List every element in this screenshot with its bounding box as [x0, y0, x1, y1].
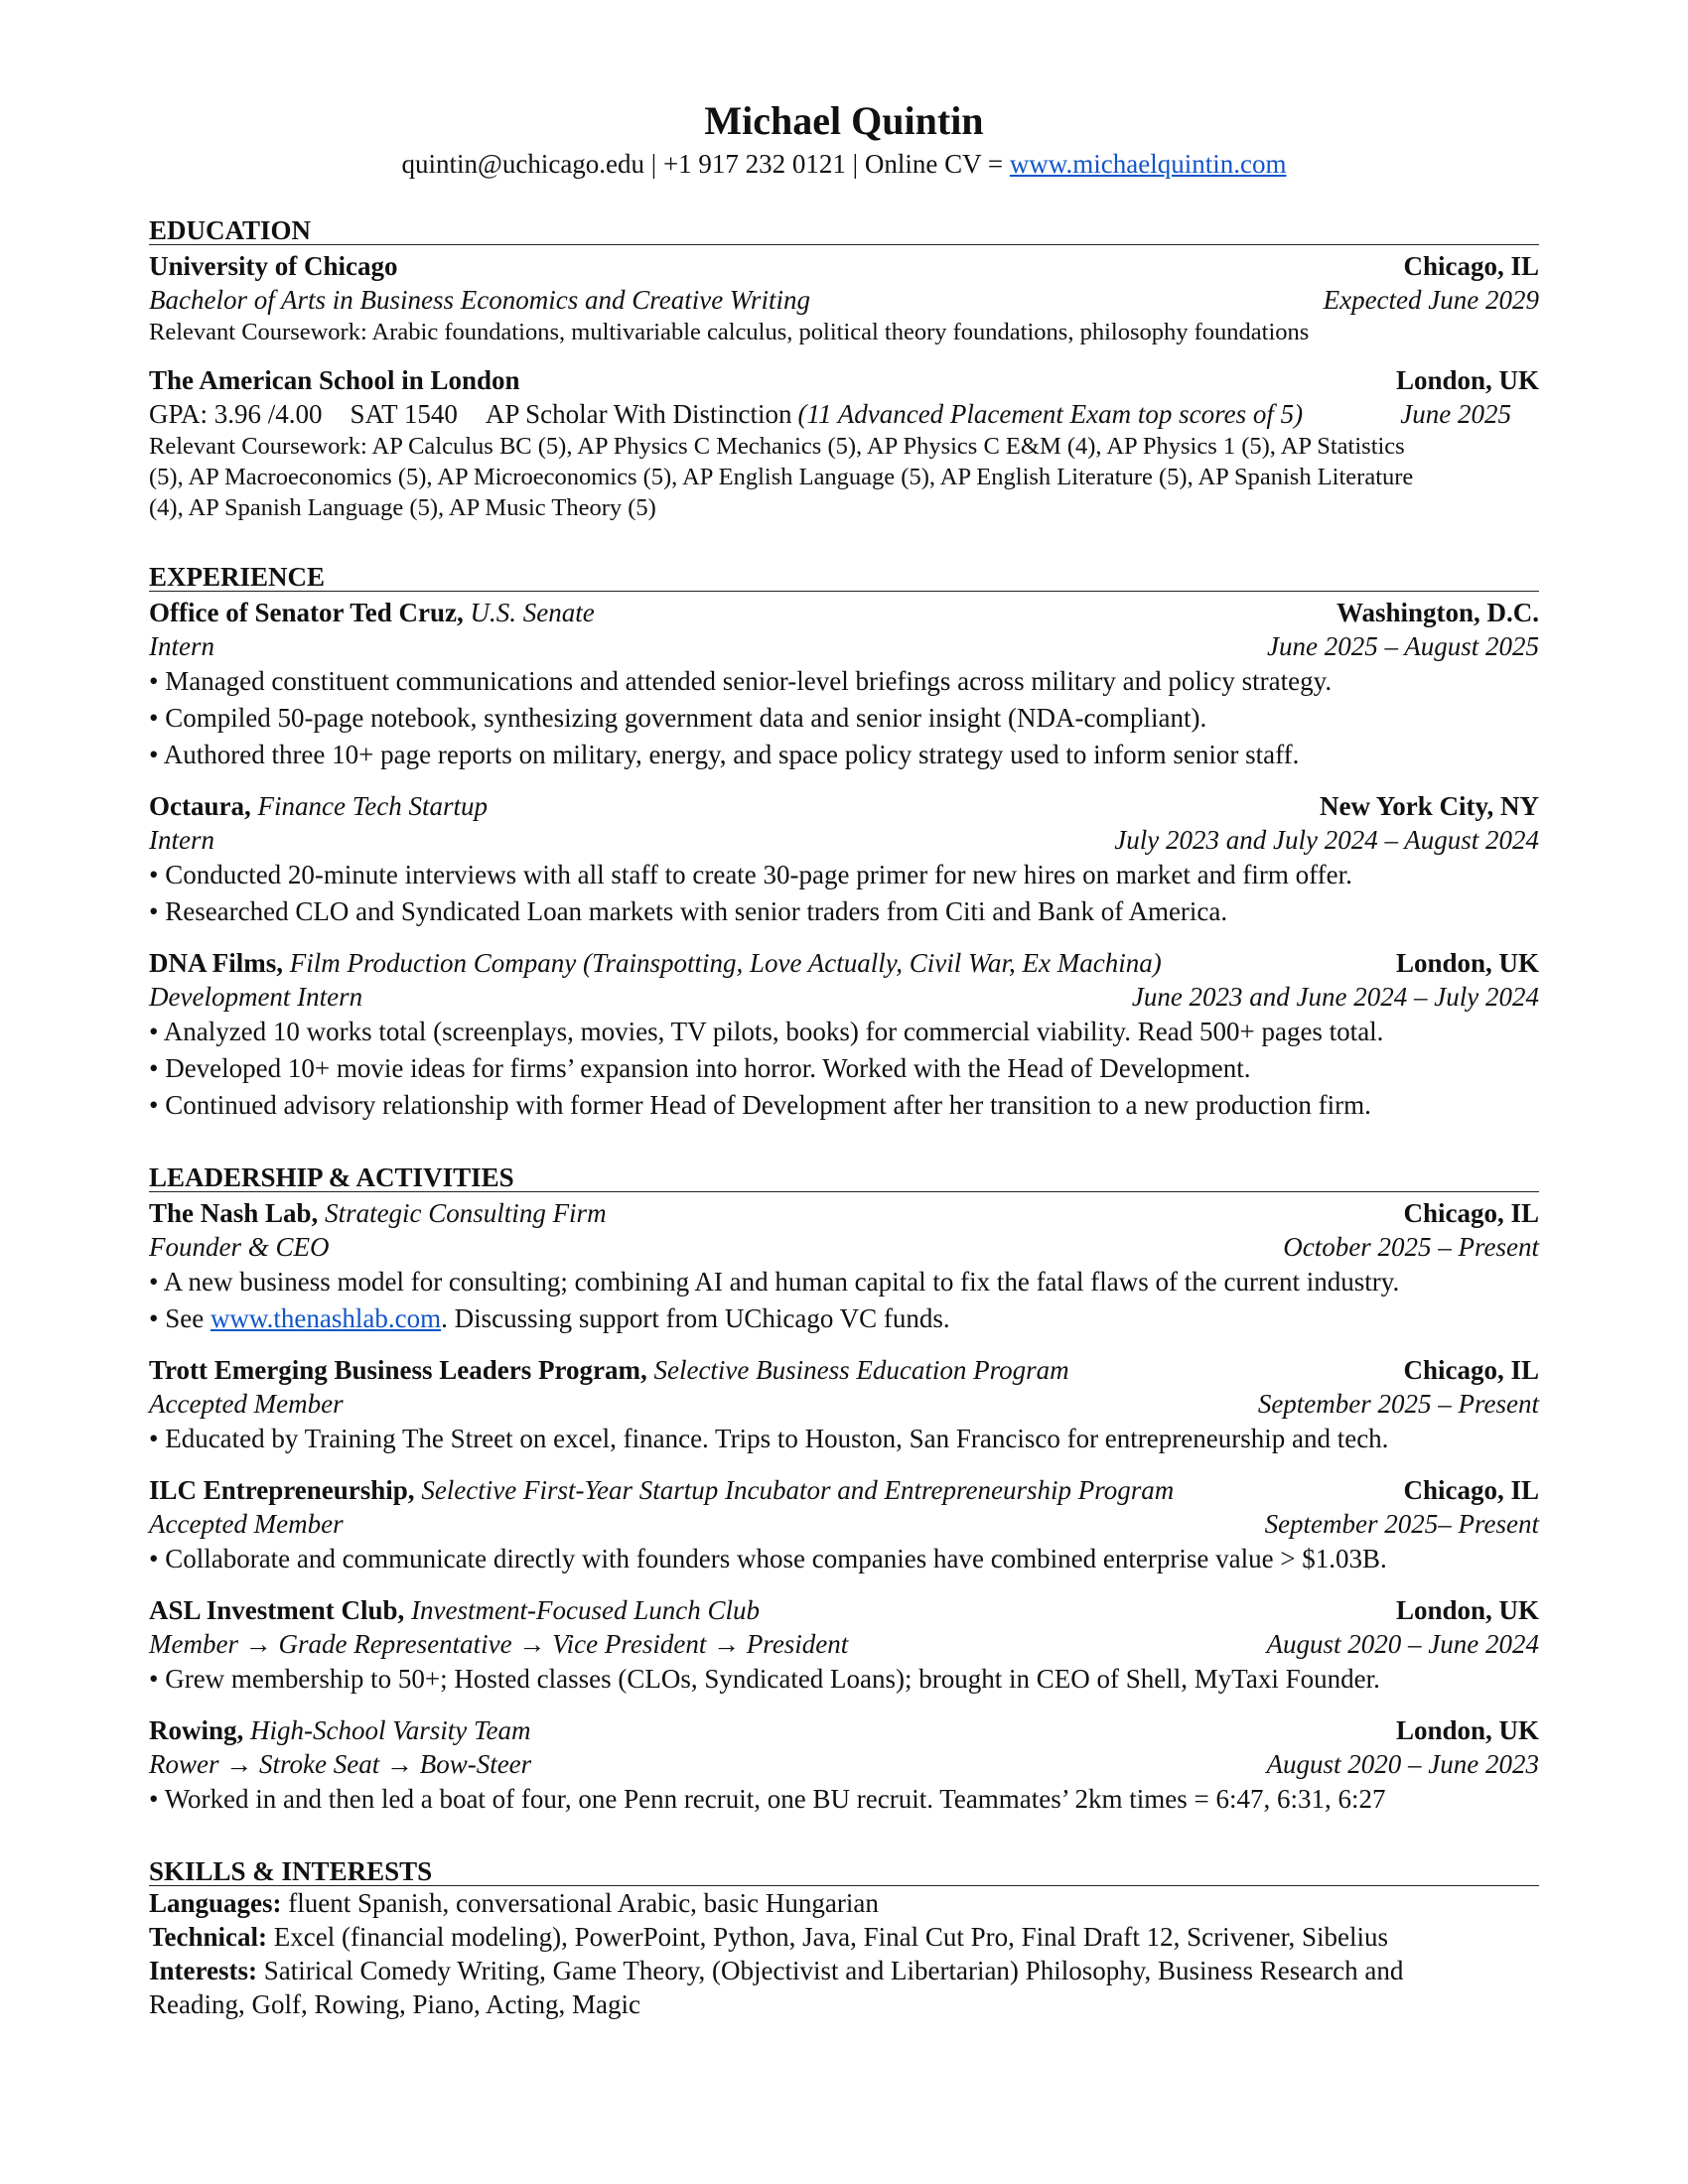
bullet: • Conducted 20-minute interviews with all staff to create 30-page primer for new hires on market and firm offer.	[149, 860, 1352, 889]
date: September 2025– Present	[1264, 1509, 1539, 1539]
role: Intern	[149, 631, 214, 661]
org-desc: Investment-Focused Lunch Club	[411, 1595, 760, 1625]
skills-interests-cont: Reading, Golf, Rowing, Piano, Acting, Magic	[149, 1989, 640, 2019]
date: July 2023 and July 2024 – August 2024	[1114, 825, 1539, 855]
experience-entry-cruz	[149, 596, 1539, 773]
skills-label: Technical:	[149, 1922, 268, 1952]
coursework: (5), AP Macroeconomics (5), AP Microeconomics (5), AP English Language (5), AP English Literature (5), AP Spanish Literature	[149, 464, 1414, 490]
bullet: • A new business model for consulting; combining AI and human capital to fix the fatal flaws of the current industry.	[149, 1267, 1400, 1297]
leadership-section	[149, 1163, 1539, 1818]
resume-page	[149, 97, 1539, 2021]
role: Founder & CEO	[149, 1232, 330, 1262]
skills-interests	[149, 1954, 1539, 1987]
location: Chicago, IL	[1403, 1198, 1539, 1228]
coursework: Relevant Coursework: AP Calculus BC (5), AP Physics C Mechanics (5), AP Physics C E&M (4), AP Physics 1 (5), AP Statistics	[149, 433, 1405, 460]
org-name: DNA Films,	[149, 948, 283, 978]
leadership-entry-ilc	[149, 1473, 1539, 1577]
experience-section	[149, 563, 1539, 1124]
bullet: • Compiled 50-page notebook, synthesizing government data and senior insight (NDA-compliant).	[149, 703, 1207, 733]
date: September 2025 – Present	[1257, 1389, 1539, 1419]
org-name: Rowing,	[149, 1715, 244, 1745]
leadership-entry-nash	[149, 1196, 1539, 1337]
org-desc: High-School Varsity Team	[250, 1715, 531, 1745]
experience-entry-dna	[149, 946, 1539, 1124]
coursework: (4), AP Spanish Language (5), AP Music Theory (5)	[149, 494, 656, 521]
skills-value: fluent Spanish, conversational Arabic, basic Hungarian	[281, 1888, 879, 1918]
date: August 2020 – June 2024	[1266, 1629, 1539, 1659]
org-name: Trott Emerging Business Leaders Program,	[149, 1355, 647, 1385]
leadership-entry-asl-investment	[149, 1593, 1539, 1698]
org-name: ASL Investment Club,	[149, 1595, 405, 1625]
coursework: Relevant Coursework: Arabic foundations, multivariable calculus, political theory foundations, philosophy foundations	[149, 319, 1310, 345]
bullet: • Collaborate and communicate directly with founders whose companies have combined enterprise value > $1.03B.	[149, 1544, 1387, 1573]
role: Accepted Member	[149, 1509, 344, 1539]
education-entry-uchicago	[149, 249, 1539, 347]
org-name: The Nash Lab,	[149, 1198, 319, 1228]
section-heading: EDUCATION	[149, 216, 1539, 245]
education-entry-asl	[149, 363, 1539, 523]
contact-text: quintin@uchicago.edu | +1 917 232 0121 | Online CV =	[401, 149, 1010, 179]
bullet-text: . Discussing support from UChicago VC funds.	[441, 1303, 950, 1333]
org-desc: Film Production Company (Trainspotting, Love Actually, Civil War, Ex Machina)	[289, 948, 1162, 978]
org-desc: Selective Business Education Program	[653, 1355, 1069, 1385]
date: June 2023 and June 2024 – July 2024	[1131, 982, 1539, 1012]
date: Expected June 2029	[1323, 285, 1539, 315]
role: Development Intern	[149, 982, 363, 1012]
org-desc: Finance Tech Startup	[257, 791, 488, 821]
leadership-entry-trott	[149, 1353, 1539, 1457]
location: London, UK	[1395, 1595, 1539, 1625]
skills-value: Satirical Comedy Writing, Game Theory, (Objectivist and Libertarian) Philosophy, Business Research and	[256, 1956, 1404, 1985]
org-desc: Strategic Consulting Firm	[325, 1198, 607, 1228]
skills-technical	[149, 1920, 1539, 1954]
date: October 2025 – Present	[1283, 1232, 1539, 1262]
skills-value: Excel (financial modeling), PowerPoint, Python, Java, Final Cut Pro, Final Draft 12, Scrivener, Sibelius	[267, 1922, 1389, 1952]
org-name: Octaura,	[149, 791, 251, 821]
role: Intern	[149, 825, 214, 855]
bullet: • Researched CLO and Syndicated Loan markets with senior traders from Citi and Bank of America.	[149, 896, 1228, 926]
bullet: • Managed constituent communications and attended senior-level briefings across military and policy strategy.	[149, 666, 1333, 696]
school-name: University of Chicago	[149, 251, 398, 281]
section-heading: LEADERSHIP & ACTIVITIES	[149, 1163, 1539, 1192]
ap-note: (11 Advanced Placement Exam top scores of 5)	[797, 399, 1304, 429]
location: London, UK	[1395, 365, 1539, 395]
bullet	[149, 1300, 1539, 1337]
date: June 2025	[1400, 399, 1511, 429]
website-link[interactable]: www.michaelquintin.com	[1009, 149, 1287, 179]
skills-label: Languages:	[149, 1888, 282, 1918]
skills-label: Interests:	[149, 1956, 257, 1985]
role: Rower → Stroke Seat → Bow-Steer	[149, 1749, 532, 1779]
page-title: Michael Quintin	[704, 98, 984, 143]
role: Member → Grade Representative → Vice President → President	[149, 1629, 849, 1659]
education-section	[149, 216, 1539, 523]
leadership-entry-rowing	[149, 1713, 1539, 1818]
location: Chicago, IL	[1403, 1355, 1539, 1385]
ap-award: AP Scholar With Distinction	[485, 399, 792, 429]
bullet: • Authored three 10+ page reports on military, energy, and space policy strategy used to inform senior staff.	[149, 740, 1300, 769]
location: London, UK	[1395, 948, 1539, 978]
org-name: Office of Senator Ted Cruz,	[149, 598, 464, 627]
bullet: • Analyzed 10 works total (screenplays, movies, TV pilots, books) for commercial viability. Read 500+ pages total.	[149, 1017, 1384, 1046]
gpa: GPA: 3.96 /4.00	[149, 399, 323, 429]
org-desc: U.S. Senate	[470, 598, 595, 627]
location: Chicago, IL	[1403, 251, 1539, 281]
bullet: • Worked in and then led a boat of four, one Penn recruit, one BU recruit. Teammates’ 2km times = 6:47, 6:31, 6:27	[149, 1784, 1386, 1814]
location: Washington, D.C.	[1336, 598, 1539, 627]
bullet: • Educated by Training The Street on excel, finance. Trips to Houston, San Francisco for entrepreneurship and tech.	[149, 1424, 1389, 1453]
section-heading: EXPERIENCE	[149, 563, 1539, 592]
org-name: ILC Entrepreneurship,	[149, 1475, 415, 1505]
location: Chicago, IL	[1403, 1475, 1539, 1505]
role: Accepted Member	[149, 1389, 344, 1419]
bullet: • Developed 10+ movie ideas for firms’ expansion into horror. Worked with the Head of Development.	[149, 1053, 1251, 1083]
degree: Bachelor of Arts in Business Economics and Creative Writing	[149, 285, 810, 315]
location: London, UK	[1395, 1715, 1539, 1745]
contact-line	[149, 147, 1539, 181]
experience-entry-octaura	[149, 789, 1539, 930]
sat: SAT 1540	[350, 399, 458, 429]
nash-lab-link[interactable]: www.thenashlab.com	[210, 1303, 442, 1333]
school-name: The American School in London	[149, 365, 520, 395]
bullet-text: • See	[149, 1303, 211, 1333]
date: June 2025 – August 2025	[1267, 631, 1539, 661]
bullet: • Continued advisory relationship with former Head of Development after her transition to a new production firm.	[149, 1090, 1371, 1120]
org-desc: Selective First-Year Startup Incubator and Entrepreneurship Program	[421, 1475, 1175, 1505]
bullet: • Grew membership to 50+; Hosted classes (CLOs, Syndicated Loans); brought in CEO of Shell, MyTaxi Founder.	[149, 1664, 1380, 1694]
date: August 2020 – June 2023	[1266, 1749, 1539, 1779]
skills-section	[149, 1857, 1539, 2021]
section-heading: SKILLS & INTERESTS	[149, 1857, 1539, 1886]
skills-languages	[149, 1886, 1539, 1920]
location: New York City, NY	[1320, 791, 1539, 821]
